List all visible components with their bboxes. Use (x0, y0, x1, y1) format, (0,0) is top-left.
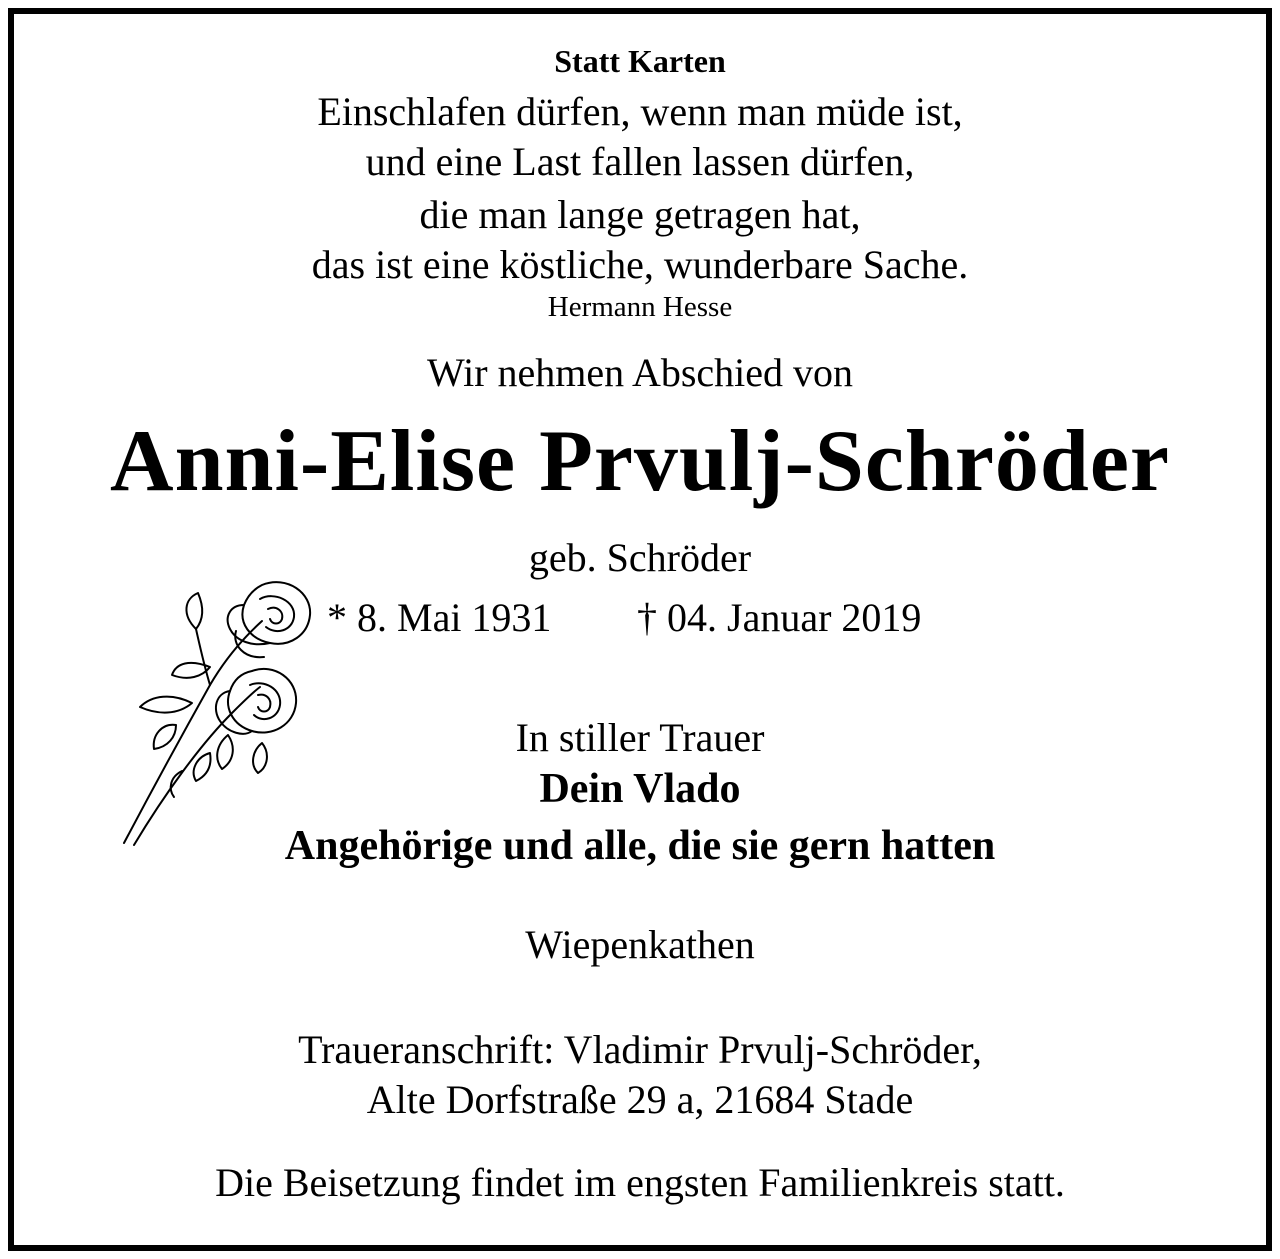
signer-name: Dein Vlado (539, 766, 741, 812)
poem-line: Einschlafen dürfen, wenn man müde ist, (317, 89, 963, 134)
death-date: † 04. Januar 2019 (637, 595, 922, 640)
farewell-line: Wir nehmen Abschied von (426, 350, 854, 395)
poem-line: die man lange getragen hat, (419, 192, 861, 237)
poem-line: und eine Last fallen lassen dürfen, (365, 139, 915, 184)
poem-line: das ist eine köstliche, wunderbare Sache. (311, 242, 969, 287)
maiden-name: geb. Schröder (528, 535, 752, 580)
intro-heading: Statt Karten (554, 43, 726, 79)
relatives-line: Angehörige und alle, die sie gern hatten (284, 823, 996, 869)
mourning-address-street: Alte Dorfstraße 29 a, 21684 Stade (366, 1077, 914, 1122)
deceased-name: Anni-Elise Prvulj-Schröder (110, 413, 1170, 510)
place-name: Wiepenkathen (525, 922, 755, 967)
mourning-line: In stiller Trauer (515, 715, 765, 760)
burial-note: Die Beisetzung findet im engsten Familienkreis statt. (215, 1160, 1065, 1205)
poem-author: Hermann Hesse (547, 291, 733, 323)
birth-date: * 8. Mai 1931 (327, 595, 552, 640)
mourning-address: Traueranschrift: Vladimir Prvulj-Schröder, (298, 1027, 982, 1072)
